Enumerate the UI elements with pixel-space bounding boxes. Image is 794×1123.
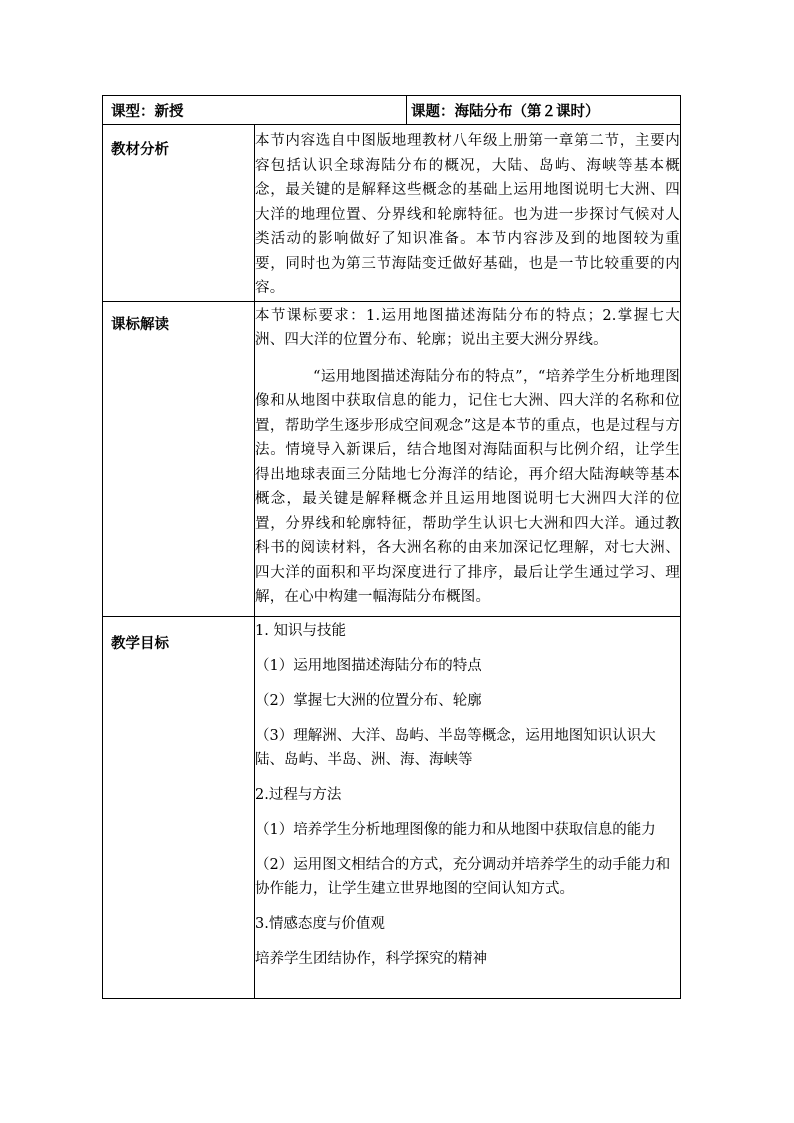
lesson-plan-table [102,95,681,999]
goal-item: （1）培养学生分析地理图像的能力和从地图中获取信息的能力 [255,821,656,838]
goal-item: 2.过程与方法 [255,786,342,803]
analysis-row [103,125,681,302]
interpretation-label: 课标解读 [111,315,169,333]
analysis-label-cell [103,125,255,302]
analysis-label: 教材分析 [111,141,169,158]
goal-item: （1）运用地图描述海陆分布的特点 [255,657,482,674]
goal-item: 1. 知识与技能 [255,622,346,639]
interpretation-details: “运用地图描述海陆分布的特点”，“培养学生分析地理图像和从地图中获取信息的能力，记住七大洲、四大洋的名称和位置，帮助学生逐步形成空间观念”这是本节的重点，也是过程与方法。情境导入新课后，结合地图对海陆面积与比例介绍，让学生得出地球表面三分陆地七分海洋的结论，再介绍大陆海峡等基本概念，最关键是解释概念并且运用地图说明七大洲四大洋的位置，分界线和轮廓特征，帮助学生认识七大洲和四大洋。通过教科书的阅读材料，各大洲名称的由来加深记忆理解，对七大洲、四大洋的面积和平均深度进行了排序，最后让学生通过学习、理解，在心中构建一幅海陆分布概图。 [255,368,680,605]
lesson-topic: 课题：海陆分布（第２课时） [407,96,681,125]
header-row [103,96,681,125]
analysis-text: 本节内容选自中图版地理教材八年级上册第一章第二节，主要内容包括认识全球海陆分布的概况，大陆、岛屿、海峡等基本概念，最关键的是解释这些概念的基础上运用地图说明七大洲、四大洋的地理位置、分界线和轮廓特征。也为进一步探讨气候对人类活动的影响做好了知识准备。本节内容涉及到的地图较为重要，同时也为第三节海陆变迁做好基础，也是一节比较重要的内容。 [255,133,680,296]
goals-row [103,616,681,998]
goal-item: 3.情感态度与价值观 [255,915,385,932]
interpretation-label-cell [103,301,255,616]
goals-label: 教学目标 [111,634,169,652]
goal-item: （2）运用图文相结合的方式，充分调动并培养学生的动手能力和协作能力，让学生建立世界地图的空间认知方式。 [255,856,671,897]
interpretation-body [255,301,681,616]
lesson-type: 课型：新授 [103,96,407,125]
goal-item: （2）掌握七大洲的位置分布、轮廓 [255,692,482,709]
goal-item: 培养学生团结协作，科学探究的精神 [255,950,487,967]
goals-label-cell [103,616,255,998]
interpretation-requirements: 本节课标要求：1.运用地图描述海陆分布的特点；2.掌握七大洲、四大洋的位置分布、轮廓；说出主要大洲分界线。 [255,307,680,348]
goals-body [255,616,681,998]
analysis-body [255,125,681,302]
goal-item: （3）理解洲、大洋、岛屿、半岛等概念，运用地图知识认识大陆、岛屿、半岛、洲、海、海峡等 [255,727,656,768]
interpretation-row [103,301,681,616]
